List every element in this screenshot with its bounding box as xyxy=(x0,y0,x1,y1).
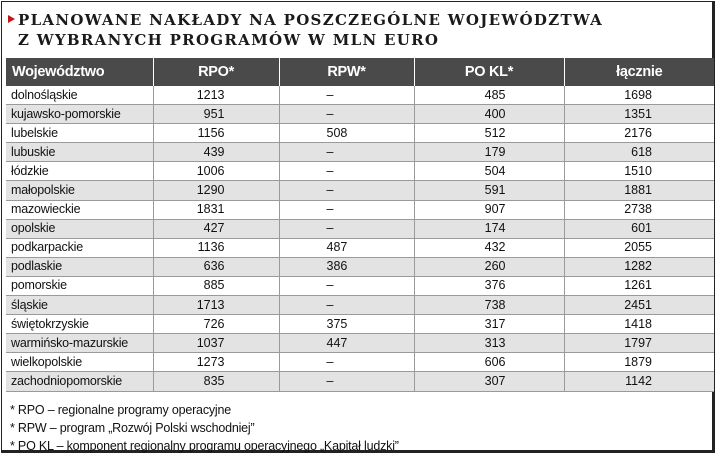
cell-rpw: – xyxy=(279,86,414,105)
table-row xyxy=(6,105,714,124)
column-header-rpo: RPO* xyxy=(153,58,279,86)
cell-pokl: 260 xyxy=(414,257,564,276)
cell-pokl: 432 xyxy=(414,238,564,257)
cell-rpw: – xyxy=(279,181,414,200)
cell-voivodeship: kujawsko-pomorskie xyxy=(6,105,153,124)
cell-rpo: 1273 xyxy=(153,353,279,372)
cell-rpw: – xyxy=(279,105,414,124)
table-row xyxy=(6,143,714,162)
cell-rpw: – xyxy=(279,143,414,162)
cell-total: 1418 xyxy=(564,315,714,334)
cell-voivodeship: dolnośląskie xyxy=(6,86,153,105)
cell-total: 601 xyxy=(564,219,714,238)
cell-rpo: 835 xyxy=(153,372,279,391)
cell-pokl: 504 xyxy=(414,162,564,181)
table-header-row xyxy=(6,58,714,86)
cell-pokl: 606 xyxy=(414,353,564,372)
cell-total: 1881 xyxy=(564,181,714,200)
cell-rpo: 1831 xyxy=(153,200,279,219)
cell-rpo: 1213 xyxy=(153,86,279,105)
cell-total: 1142 xyxy=(564,372,714,391)
cell-voivodeship: lubuskie xyxy=(6,143,153,162)
cell-rpo: 427 xyxy=(153,219,279,238)
cell-rpw: – xyxy=(279,162,414,181)
title-line-2: Z WYBRANYCH PROGRAMÓW W MLN EURO xyxy=(18,31,440,49)
cell-pokl: 376 xyxy=(414,276,564,295)
cell-total: 2738 xyxy=(564,200,714,219)
cell-total: 1261 xyxy=(564,276,714,295)
cell-rpw: 447 xyxy=(279,334,414,353)
cell-rpo: 636 xyxy=(153,257,279,276)
table-row xyxy=(6,315,714,334)
cell-pokl: 512 xyxy=(414,124,564,143)
cell-pokl: 313 xyxy=(414,334,564,353)
table-row xyxy=(6,86,714,105)
column-header-pokl: PO KL* xyxy=(414,58,564,86)
cell-rpo: 951 xyxy=(153,105,279,124)
cell-total: 618 xyxy=(564,143,714,162)
cell-total: 1351 xyxy=(564,105,714,124)
cell-rpo: 726 xyxy=(153,315,279,334)
footnotes xyxy=(10,401,399,455)
cell-voivodeship: warmińsko-mazurskie xyxy=(6,334,153,353)
cell-rpo: 885 xyxy=(153,276,279,295)
cell-pokl: 591 xyxy=(414,181,564,200)
cell-voivodeship: śląskie xyxy=(6,296,153,315)
cell-rpo: 439 xyxy=(153,143,279,162)
red-arrow-icon xyxy=(8,15,15,23)
cell-rpo: 1037 xyxy=(153,334,279,353)
cell-total: 1797 xyxy=(564,334,714,353)
column-header-voivodeship: Województwo xyxy=(6,58,153,86)
cell-voivodeship: wielkopolskie xyxy=(6,353,153,372)
table-row xyxy=(6,124,714,143)
cell-pokl: 738 xyxy=(414,296,564,315)
cell-rpw: 508 xyxy=(279,124,414,143)
cell-rpw: 375 xyxy=(279,315,414,334)
cell-total: 1510 xyxy=(564,162,714,181)
cell-pokl: 179 xyxy=(414,143,564,162)
cell-rpw: – xyxy=(279,200,414,219)
cell-pokl: 907 xyxy=(414,200,564,219)
cell-voivodeship: podkarpackie xyxy=(6,238,153,257)
cell-pokl: 174 xyxy=(414,219,564,238)
cell-total: 2055 xyxy=(564,238,714,257)
column-header-total: łącznie xyxy=(564,58,714,86)
footnote-rpo: * RPO – regionalne programy operacyjne xyxy=(10,403,231,417)
cell-rpo: 1136 xyxy=(153,238,279,257)
table-row xyxy=(6,334,714,353)
cell-voivodeship: mazowieckie xyxy=(6,200,153,219)
cell-voivodeship: świętokrzyskie xyxy=(6,315,153,334)
cell-rpw: – xyxy=(279,276,414,295)
cell-pokl: 485 xyxy=(414,86,564,105)
cell-voivodeship: małopolskie xyxy=(6,181,153,200)
table-row xyxy=(6,219,714,238)
infographic-frame xyxy=(1,1,715,453)
cell-voivodeship: lubelskie xyxy=(6,124,153,143)
cell-total: 1879 xyxy=(564,353,714,372)
cell-pokl: 307 xyxy=(414,372,564,391)
cell-rpo: 1006 xyxy=(153,162,279,181)
cell-voivodeship: łódzkie xyxy=(6,162,153,181)
cell-voivodeship: opolskie xyxy=(6,219,153,238)
voivodeship-table xyxy=(6,58,714,392)
table-row xyxy=(6,200,714,219)
cell-rpw: – xyxy=(279,296,414,315)
cell-pokl: 317 xyxy=(414,315,564,334)
cell-rpw: 487 xyxy=(279,238,414,257)
title-text-1: PLANOWANE NAKŁADY NA POSZCZEGÓLNE WOJEWÓDZTWA xyxy=(18,11,604,29)
footnote-rpw: * RPW – program „Rozwój Polski wschodniej” xyxy=(10,421,255,435)
table-title xyxy=(8,10,603,50)
cell-rpw: – xyxy=(279,353,414,372)
footnote-pokl: * PO KL – komponent regionalny programu operacyjnego „Kapitał ludzki” xyxy=(10,439,399,453)
table-row xyxy=(6,257,714,276)
cell-rpw: – xyxy=(279,372,414,391)
cell-total: 1698 xyxy=(564,86,714,105)
cell-rpw: 386 xyxy=(279,257,414,276)
table-row xyxy=(6,296,714,315)
cell-voivodeship: zachodniopomorskie xyxy=(6,372,153,391)
table-row xyxy=(6,181,714,200)
cell-total: 1282 xyxy=(564,257,714,276)
table-row xyxy=(6,276,714,295)
table-row xyxy=(6,372,714,391)
table-body xyxy=(6,86,714,391)
cell-total: 2176 xyxy=(564,124,714,143)
cell-rpo: 1713 xyxy=(153,296,279,315)
column-header-rpw: RPW* xyxy=(279,58,414,86)
cell-rpo: 1156 xyxy=(153,124,279,143)
cell-rpo: 1290 xyxy=(153,181,279,200)
cell-total: 2451 xyxy=(564,296,714,315)
cell-rpw: – xyxy=(279,219,414,238)
table-row xyxy=(6,238,714,257)
title-line-1 xyxy=(8,10,603,30)
cell-voivodeship: podlaskie xyxy=(6,257,153,276)
cell-voivodeship: pomorskie xyxy=(6,276,153,295)
table-row xyxy=(6,162,714,181)
table-row xyxy=(6,353,714,372)
cell-pokl: 400 xyxy=(414,105,564,124)
